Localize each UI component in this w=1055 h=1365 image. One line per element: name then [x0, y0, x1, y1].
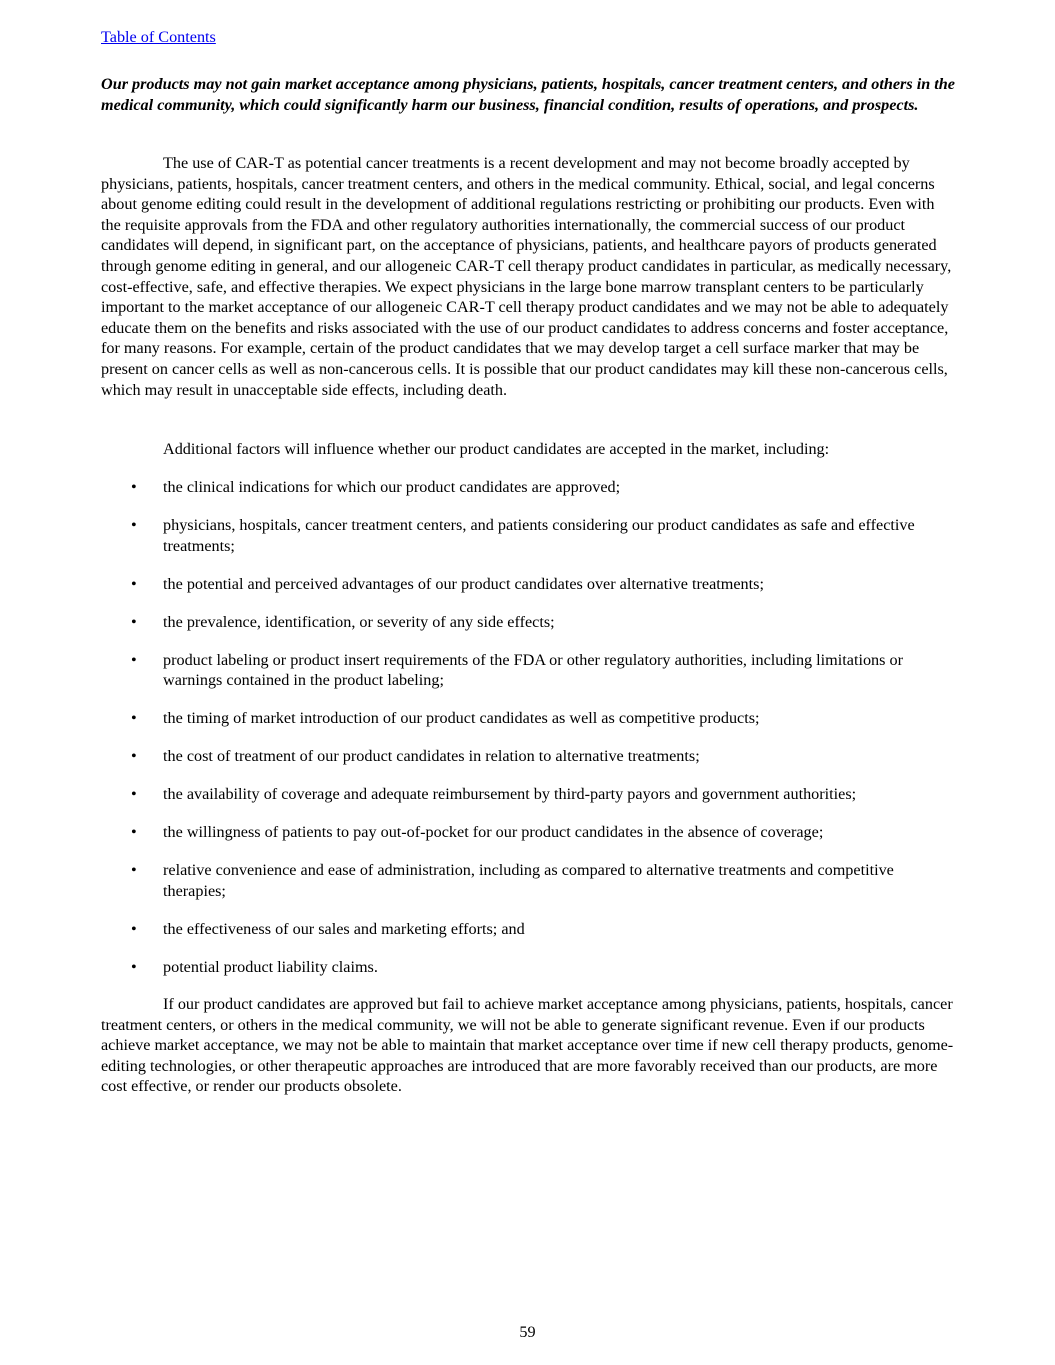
- list-item-text: the clinical indications for which our product candidates are approved;: [163, 478, 621, 496]
- bullet-icon: •: [131, 612, 137, 631]
- list-item: [101, 574, 957, 595]
- list-item: [101, 784, 957, 805]
- list-item: [101, 708, 957, 729]
- body-paragraph-2: Additional factors will influence whether our product candidates are accepted in the market, including:: [163, 440, 830, 458]
- list-item: [101, 746, 957, 767]
- list-item-text: physicians, hospitals, cancer treatment centers, and patients considering our product candidates as safe and effective treatments;: [163, 515, 915, 555]
- list-item: [101, 477, 957, 498]
- table-of-contents-link[interactable]: Table of Contents: [101, 28, 216, 46]
- bullet-icon: •: [131, 919, 137, 938]
- page-number: 59: [519, 1323, 536, 1341]
- bullet-icon: •: [131, 650, 137, 669]
- list-item: [101, 860, 957, 901]
- list-item-text: the prevalence, identification, or severity of any side effects;: [163, 612, 555, 631]
- list-item-text: the effectiveness of our sales and marketing efforts; and: [163, 919, 525, 938]
- list-item: [101, 919, 957, 940]
- bullet-icon: •: [131, 709, 137, 728]
- list-item-text: relative convenience and ease of administration, including as compared to alternative treatments and competitive therapies;: [163, 861, 894, 900]
- body-paragraph-3: If our product candidates are approved but fail to achieve market acceptance among physicians, patients, hospitals, cancer treatment centers, or others in the medical community, we will not be able to generate significant revenue. Even if our products achieve market acceptance, we may not be able to maintain that market acceptance over time if new cell therapy products, genome-editing technologies, or other therapeutic approaches are introduced that are more favorably received than our products, are more cost effective, or render our products obsolete.: [101, 995, 954, 1096]
- list-item: [101, 612, 957, 633]
- list-item: [101, 515, 957, 556]
- bullet-icon: •: [131, 785, 137, 804]
- risk-factor-heading: Our products may not gain market acceptance among physicians, patients, hospitals, cancer treatment centers, and others in the medical community, which could significantly harm our business, financial condition, results of operations, and prospects.: [101, 75, 955, 114]
- list-item-text: product labeling or product insert requirements of the FDA or other regulatory authorities, including limitations or warnings contained in the product labeling;: [163, 650, 903, 690]
- list-item-text: the potential and perceived advantages of our product candidates over alternative treatments;: [163, 574, 764, 593]
- list-item-text: the availability of coverage and adequate reimbursement by third-party payors and government authorities;: [163, 785, 857, 804]
- bullet-icon: •: [131, 478, 137, 496]
- list-item: [101, 957, 957, 978]
- bullet-icon: •: [131, 957, 137, 976]
- bullet-icon: •: [131, 574, 137, 593]
- factor-list: [101, 477, 957, 995]
- list-item-text: the cost of treatment of our product candidates in relation to alternative treatments;: [163, 747, 700, 766]
- list-item-text: potential product liability claims.: [163, 957, 378, 976]
- list-item: [101, 650, 957, 691]
- bullet-icon: •: [131, 861, 137, 880]
- bullet-icon: •: [131, 747, 137, 766]
- list-item: [101, 822, 957, 843]
- body-paragraph-1: The use of CAR-T as potential cancer treatments is a recent development and may not become broadly accepted by physicians, patients, hospitals, cancer treatment centers, and others in the medical community. Ethical, social, and legal concerns about genome editing could result in the development of additional regulations restricting or prohibiting our products. Even with the requisite approvals from the FDA and other regulatory authorities internationally, the commercial success of our product candidates will depend, in significant part, on the acceptance of physicians, patients, and healthcare payors of products generated through genome editing in general, and our allogeneic CAR-T cell therapy product candidates in particular, as medically necessary, cost-effective, safe, and effective therapies. We expect physicians in the large bone marrow transplant centers to be particularly important to the market acceptance of our allogeneic CAR-T cell therapy product candidates and we may not be able to adequately educate them on the benefits and risks associated with the use of our product candidates to address concerns and foster acceptance, for many reasons. For example, certain of the product candidates that we may develop target a cell surface marker that may be present on cancer cells as well as non-cancerous cells. It is possible that our product candidates may kill these non-cancerous cells, which may result in unacceptable side effects, including death.: [101, 154, 952, 399]
- list-item-text: the timing of market introduction of our product candidates as well as competitive products;: [163, 709, 760, 728]
- bullet-icon: •: [131, 515, 137, 534]
- list-item-text: the willingness of patients to pay out-of-pocket for our product candidates in the absence of coverage;: [163, 823, 824, 842]
- bullet-icon: •: [131, 823, 137, 842]
